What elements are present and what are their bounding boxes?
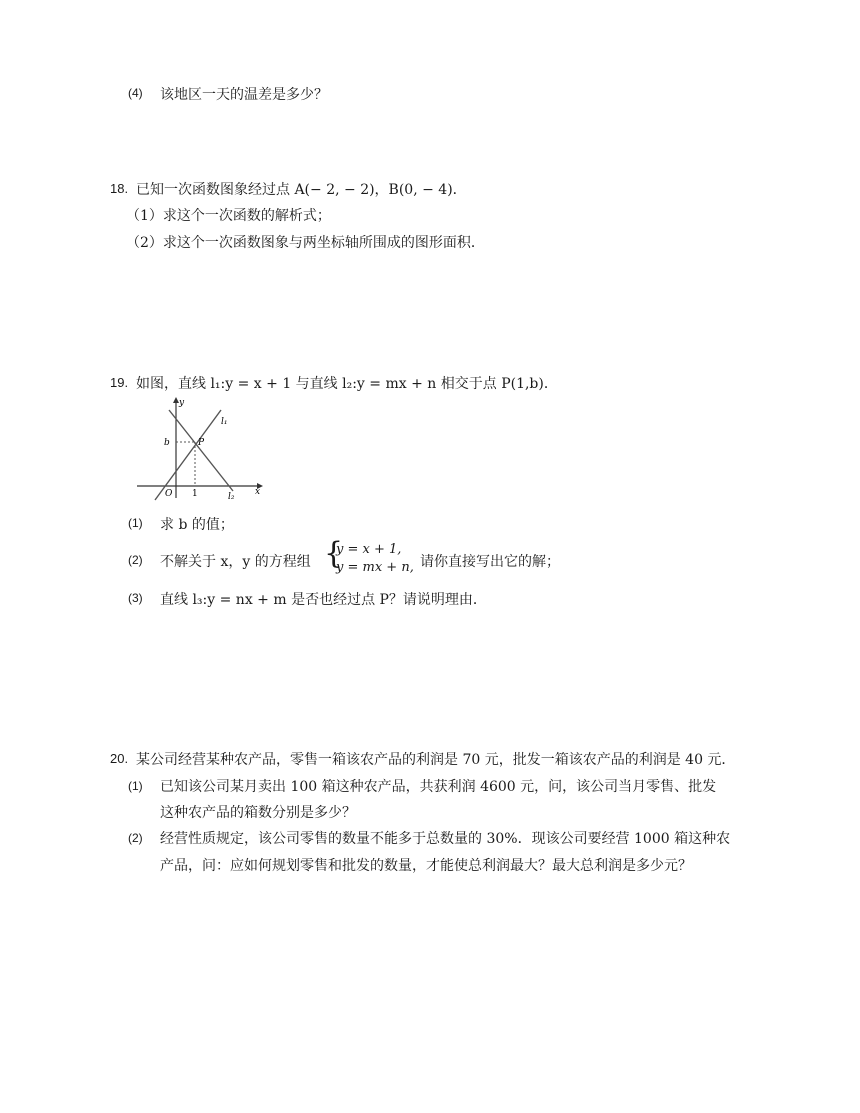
- q20-part2-line2: 产品，问：应如何规划零售和批发的数量，才能使总利润最大？最大总利润是多少元？: [160, 858, 692, 874]
- q19-part2-eq1: y = x + 1,: [336, 542, 402, 557]
- q18-part1: （1）求这个一次函数的解析式；: [126, 208, 331, 224]
- q19-part1-label: (1): [128, 516, 143, 530]
- q19-part2-label: (2): [128, 553, 143, 567]
- q19-part2-eq2: y = mx + n,: [336, 560, 414, 575]
- one-label: 1: [192, 489, 198, 499]
- q20-part1-label: (1): [128, 779, 143, 793]
- b-label: b: [164, 438, 170, 448]
- l2-label: l₂: [228, 492, 235, 502]
- q19-part2-post: 请你直接写出它的解；: [420, 554, 560, 570]
- q17-part4-text: 该地区一天的温差是多少？: [160, 87, 328, 103]
- q20-part1-line2: 这种农产品的箱数分别是多少？: [160, 805, 356, 821]
- q19-part1-text: 求 b 的值；: [160, 517, 234, 533]
- q17-part4-label: (4): [128, 86, 143, 100]
- q20-stem: 某公司经营某种农产品，零售一箱该农产品的利润是 70 元，批发一箱该农产品的利润是 40 元．: [136, 752, 736, 768]
- q18-stem: 已知一次函数图象经过点 A(− 2, − 2)，B(0, − 4)．: [136, 182, 467, 198]
- q19-part3-label: (3): [128, 591, 143, 605]
- q20-part2-label: (2): [128, 831, 143, 845]
- q20-part1-line1: 已知该公司某月卖出 100 箱这种农产品，共获利润 4600 元，问，该公司当月零售、批发: [160, 779, 717, 795]
- x-axis-label: x: [255, 487, 261, 497]
- q18-number: 18.: [110, 181, 129, 196]
- q19-number: 19.: [110, 375, 129, 390]
- origin-label: O: [165, 489, 173, 499]
- y-axis-label: y: [179, 398, 185, 408]
- l1-label: l₁: [221, 417, 228, 427]
- q20-part2-line1: 经营性质规定，该公司零售的数量不能多于总数量的 30%．现该公司要经营 1000 箱这种农: [160, 831, 731, 847]
- q18-part2: （2）求这个一次函数图象与两坐标轴所围成的图形面积．: [126, 235, 485, 251]
- q20-number: 20.: [110, 751, 129, 766]
- q19-part2-pre: 不解关于 x，y 的方程组: [160, 554, 311, 570]
- equation-brace: {: [324, 536, 344, 571]
- q19-stem: 如图，直线 l₁:y = x + 1 与直线 l₂:y = mx + n 相交于点 P(1,b)．: [136, 376, 558, 392]
- q19-part3-text: 直线 l₃:y = nx + m 是否也经过点 P？请说明理由．: [160, 592, 487, 608]
- q19-figure: [133, 394, 273, 502]
- p-label: P: [198, 438, 205, 448]
